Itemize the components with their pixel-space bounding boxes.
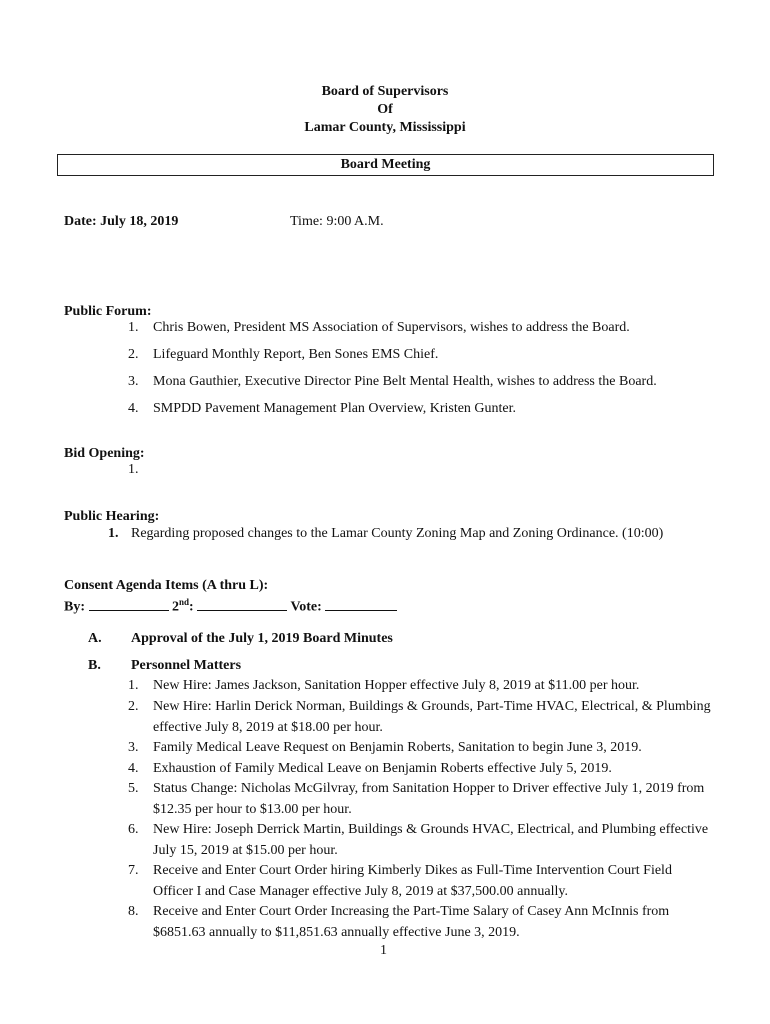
list-item [128,347,438,363]
item-text: New Hire: Joseph Derrick Martin, Buildings & Grounds HVAC, Electrical, and Plumbing effective July 15, 2019 at $15.00 per hour. [153,822,709,858]
second-sup: nd [179,597,190,607]
list-item [128,697,713,738]
list-item [128,759,713,780]
item-text: Lifeguard Monthly Report, Ben Sones EMS Chief. [153,347,439,362]
section-letter-a: A. [88,631,102,646]
item-text: New Hire: Harlin Derick Norman, Buildings & Grounds, Part-Time HVAC, Electrical, & Plumbing effective July 8, 2019 at $18.00 per hour. [153,699,711,735]
public-forum-heading: Public Forum: [64,304,152,319]
list-item [108,525,663,542]
list-item [128,462,153,478]
item-number: 4. [128,401,139,416]
item-number: 3. [128,740,139,755]
item-number: 4. [128,761,139,776]
meeting-date: Date: July 18, 2019 [64,214,179,229]
list-item [128,861,713,902]
item-number: 2. [128,347,139,362]
vote-label: Vote: [290,599,322,615]
item-number: 3. [128,374,139,389]
item-text: Family Medical Leave Request on Benjamin Roberts, Sanitation to begin June 3, 2019. [153,740,642,755]
item-text: Mona Gauthier, Executive Director Pine Belt Mental Health, wishes to address the Board. [153,374,657,389]
item-text: SMPDD Pavement Management Plan Overview, Kristen Gunter. [153,401,517,416]
list-item [128,374,657,390]
item-text: New Hire: James Jackson, Sanitation Hopper effective July 8, 2019 at $11.00 per hour. [153,678,640,693]
section-title-b: Personnel Matters [131,658,242,673]
second-colon: : [189,599,194,615]
item-number: 1. [128,320,139,335]
item-text: Regarding proposed changes to the Lamar County Zoning Map and Zoning Ordinance. (10:00) [131,526,664,541]
item-number: 5. [128,781,139,796]
item-text: Exhaustion of Family Medical Leave on Benjamin Roberts effective July 5, 2019. [153,761,612,776]
item-text: Receive and Enter Court Order hiring Kimberly Dikes as Full-Time Intervention Court Field Officer I and Case Manager effective July 8, 2019 at $37,500.00 annually. [153,863,672,899]
second-label: 2 [172,599,179,615]
section-letter-b: B. [88,658,101,673]
list-item [128,779,713,820]
list-item [128,676,713,697]
vote-blank[interactable] [325,597,397,611]
consent-vote-line [64,594,397,616]
item-number: 8. [128,904,139,919]
list-item [128,320,630,336]
bid-opening-heading: Bid Opening: [64,446,145,461]
list-item [128,738,713,759]
item-number: 1. [128,678,139,693]
item-number: 1. [108,526,119,541]
by-label: By: [64,599,85,615]
page-number: 1 [380,943,387,958]
public-hearing-heading: Public Hearing: [64,509,160,524]
item-text: Chris Bowen, President MS Association of Supervisors, wishes to address the Board. [153,320,630,335]
item-text: Status Change: Nicholas McGilvray, from Sanitation Hopper to Driver effective July 1, 2019 from $12.35 per hour to $13.00 per hour. [153,781,705,817]
second-blank[interactable] [197,597,287,611]
board-meeting-box: Board Meeting [57,154,714,176]
item-number: 1. [128,462,139,477]
list-item [128,902,713,943]
section-title-a: Approval of the July 1, 2019 Board Minutes [131,631,393,646]
list-item [128,820,713,861]
doc-title-line3: Lamar County, Mississippi [304,120,466,135]
meeting-time: Time: 9:00 A.M. [290,214,384,229]
item-number: 6. [128,822,139,837]
consent-agenda-heading: Consent Agenda Items (A thru L): [64,578,269,593]
doc-title-line1: Board of Supervisors [321,84,449,99]
item-number: 7. [128,863,139,878]
item-text: Receive and Enter Court Order Increasing the Part-Time Salary of Casey Ann McInnis from $6851.63 annually to $11,851.63 annually effective June 3, 2019. [153,904,670,940]
list-item [128,401,516,417]
item-number: 2. [128,699,139,714]
by-blank[interactable] [89,597,169,611]
doc-title-line2: Of [377,102,393,117]
